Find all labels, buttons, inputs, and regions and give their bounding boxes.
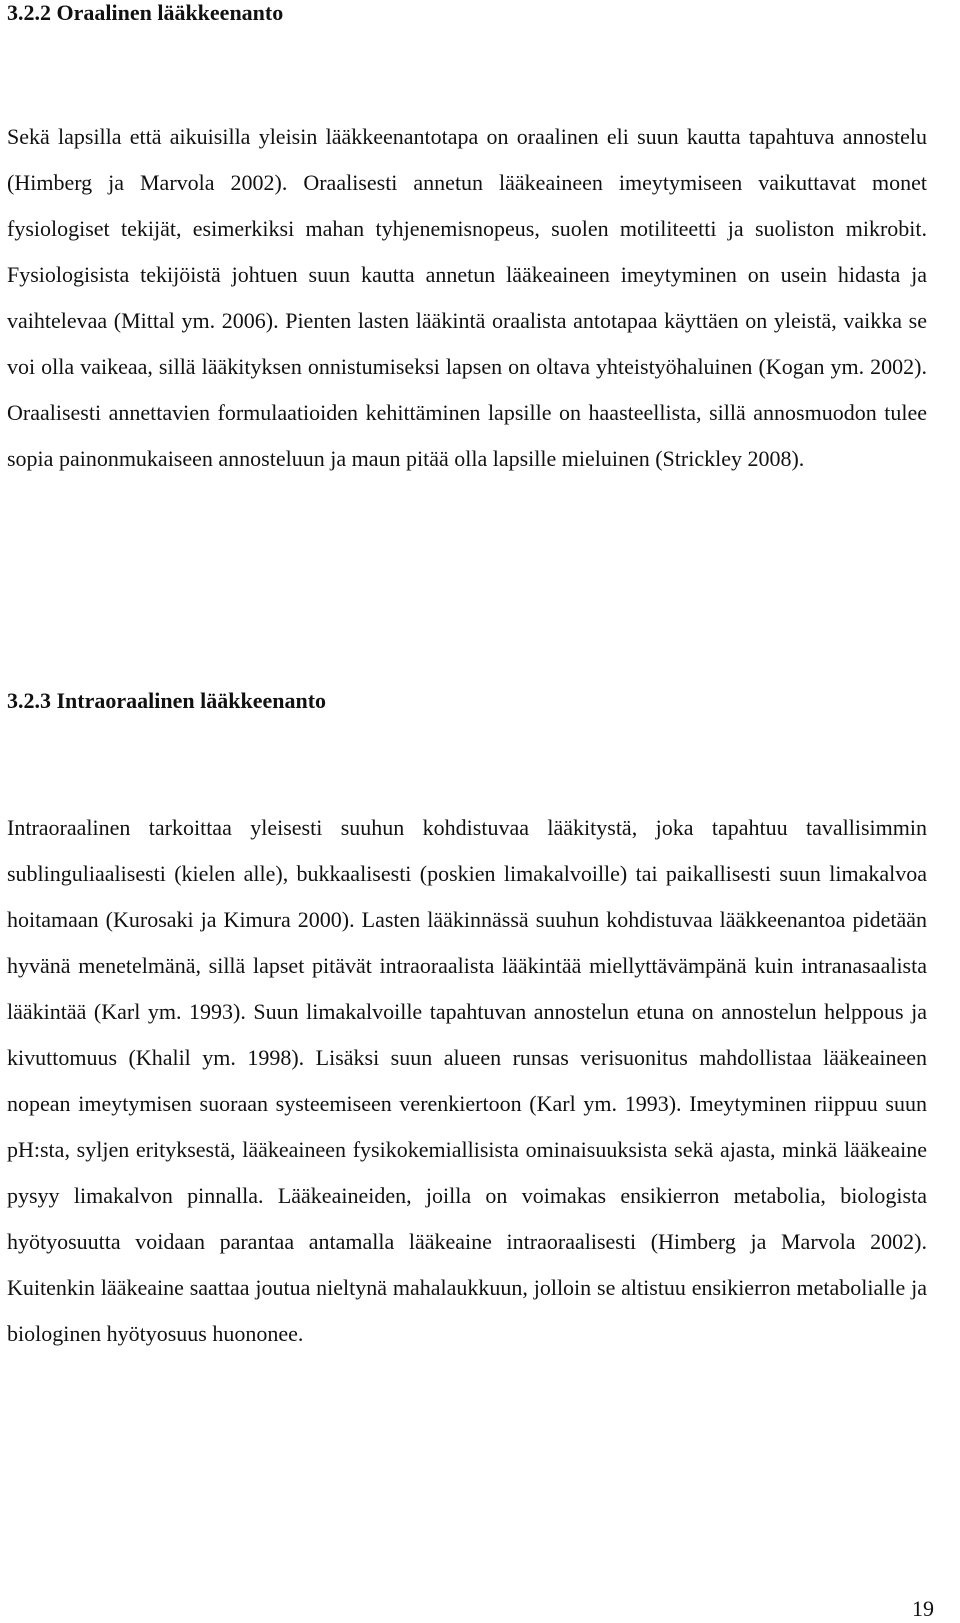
section-paragraph-intraoral: Intraoraalinen tarkoittaa yleisesti suuhun kohdistuvaa lääkitystä, joka tapahtuu tavallisimmin sublinguliaalisesti (kielen alle), bukkaalisesti (poskien limakalvoille) tai paikallisesti suun limakalvoa hoitamaan (Kurosaki ja Kimura 2000). Lasten lääkinnässä suuhun kohdistuvaa lääkkeenantoa pidetään hyvänä menetelmänä, sillä lapset pitävät intraoraalista lääkintää miellyttävämpänä kuin intranasaalista lääkintää (Karl ym. 1993). Suun limakalvoille tapahtuvan annostelun etuna on annostelun helppous ja kivuttomuus (Khalil ym. 1998). Lisäksi suun alueen runsas verisuonitus mahdollistaa lääkeaineen nopean imeytymisen suoraan systeemiseen verenkiertoon (Karl ym. 1993). Imeytyminen riippuu suun pH:sta, syljen erityksestä, lääkeaineen fysikokemiallisista ominaisuuksista sekä ajasta, minkä lääkeaine pysyy limakalvon pinnalla. Lääkeaineiden, joilla on voimakas ensikierron metabolia, biologista hyötyosuutta voidaan parantaa antamalla lääkeaine intraoraalisesti (Himberg ja Marvola 2002). Kuitenkin lääkeaine saattaa joutua nieltynä mahalaukkuun, jolloin se altistuu ensikierron metabolialle ja biologinen hyötyosuus huononee. bbox=[7, 815, 927, 1346]
section-heading-oral: 3.2.2 Oraalinen lääkkeenanto bbox=[7, 0, 284, 25]
section-paragraph-oral: Sekä lapsilla että aikuisilla yleisin lääkkeenantotapa on oraalinen eli suun kautta tapahtuva annostelu (Himberg ja Marvola 2002). Oraalisesti annetun lääkeaineen imeytymiseen vaikuttavat monet fysiologiset tekijät, esimerkiksi mahan tyhjenemisnopeus, suolen motiliteetti ja suoliston mikrobit. Fysiologisista tekijöistä johtuen suun kautta annetun lääkeaineen imeytyminen on usein hidasta ja vaihtelevaa (Mittal ym. 2006). Pienten lasten lääkintä oraalista antotapaa käyttäen on yleistä, vaikka se voi olla vaikeaa, sillä lääkityksen onnistumiseksi lapsen on oltava yhteistyöhaluinen (Kogan ym. 2002). Oraalisesti annettavien formulaatioiden kehittäminen lapsille on haasteellista, sillä annosmuodon tulee sopia painonmukaiseen annosteluun ja maun pitää olla lapsille mieluinen (Strickley 2008). bbox=[7, 124, 927, 471]
section-heading-intraoral: 3.2.3 Intraoraalinen lääkkeenanto bbox=[7, 688, 327, 713]
page-number: 19 bbox=[912, 1596, 934, 1621]
